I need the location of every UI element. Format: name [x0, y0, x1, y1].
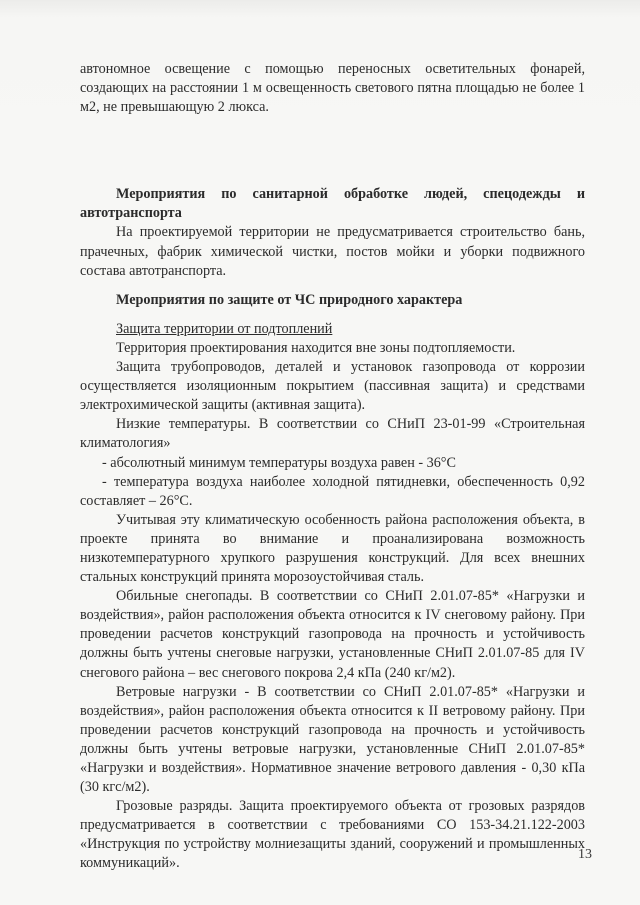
corrosion-text: Защита трубопроводов, деталей и установок газопровода от коррозии осуществляется изоляционным покрытием (пассивная защита) и средствами электрохимической защиты (активная защита). — [80, 359, 585, 414]
snowfall-text: Обильные снегопады. В соответствии со СНиП 2.01.07-85* «Нагрузки и воздействия», район расположения объекта относится к IV снеговому району. При проведении расчетов конструкций газопровода на прочность и устойчивость должны быть учтены снеговые нагрузки, установленные СНиП 2.01.07-85 для IV снегового района – вес снегового покрова 2,4 кПа (240 кг/м2). — [80, 588, 585, 681]
cold-five-day-line: - температура воздуха наиболее холодной пятидневки, обеспеченность 0,92 составляет – 26°С. — [80, 473, 585, 509]
natural-heading: Мероприятия по защите от ЧС природного характера — [116, 291, 463, 308]
top-paragraph: автономное освещение с помощью переносных осветительных фонарей, создающих на расстоянии 1 м освещенность светового пятна площадью не более 1 м2, не превышающую 2 люкса. — [80, 61, 585, 116]
spacer — [80, 281, 585, 291]
spacer — [80, 310, 585, 320]
lightning-text: Грозовые разряды. Защита проектируемого объекта от грозовых разрядов предусматривается в соответствии с требованиями СО 153-34.21.122-2003 «Инструкция по устройству молниезащиты зданий, сооружений и промышленных коммуникаций». — [80, 798, 585, 872]
abs-min-temp-line: - абсолютный минимум температуры воздуха равен - 36°С — [102, 454, 456, 471]
page-number: 13 — [578, 847, 592, 862]
low-temp-text: Низкие температуры. В соответствии со СНиП 23-01-99 «Строительная климатология» — [80, 416, 585, 452]
sanitary-text: На проектируемой территории не предусматривается строительство бань, прачечных, фабрик химической чистки, постов мойки и уборки подвижного состава автотранспорта. — [80, 224, 585, 279]
spacer — [80, 117, 585, 185]
flood-text: Территория проектирования находится вне зоны подтопляемости. — [116, 339, 516, 356]
flood-subheading: Защита территории от подтоплений — [116, 320, 333, 337]
wind-load-text: Ветровые нагрузки - В соответствии со СНиП 2.01.07-85* «Нагрузки и воздействия», район расположения объекта относится к II ветровому району. При проведении расчетов конструкций газопровода на прочность и устойчивость должны быть учтены ветровые нагрузки, установленные СНиП 2.01.07-85* «Нагрузки и воздействия». Нормативное значение ветрового давления - 0,30 кПа (30 кгс/м2). — [80, 683, 585, 796]
sanitary-heading: Мероприятия по санитарной обработке людей, спецодежды и автотранспорта — [80, 186, 585, 222]
climate-feature-text: Учитывая эту климатическую особенность района расположения объекта, в проекте принята во внимание и проанализирована возможность низкотемпературного хрупкого разрушения конструкций. Для всех внешних стальных конструкций принята морозоустойчивая сталь. — [80, 511, 585, 586]
